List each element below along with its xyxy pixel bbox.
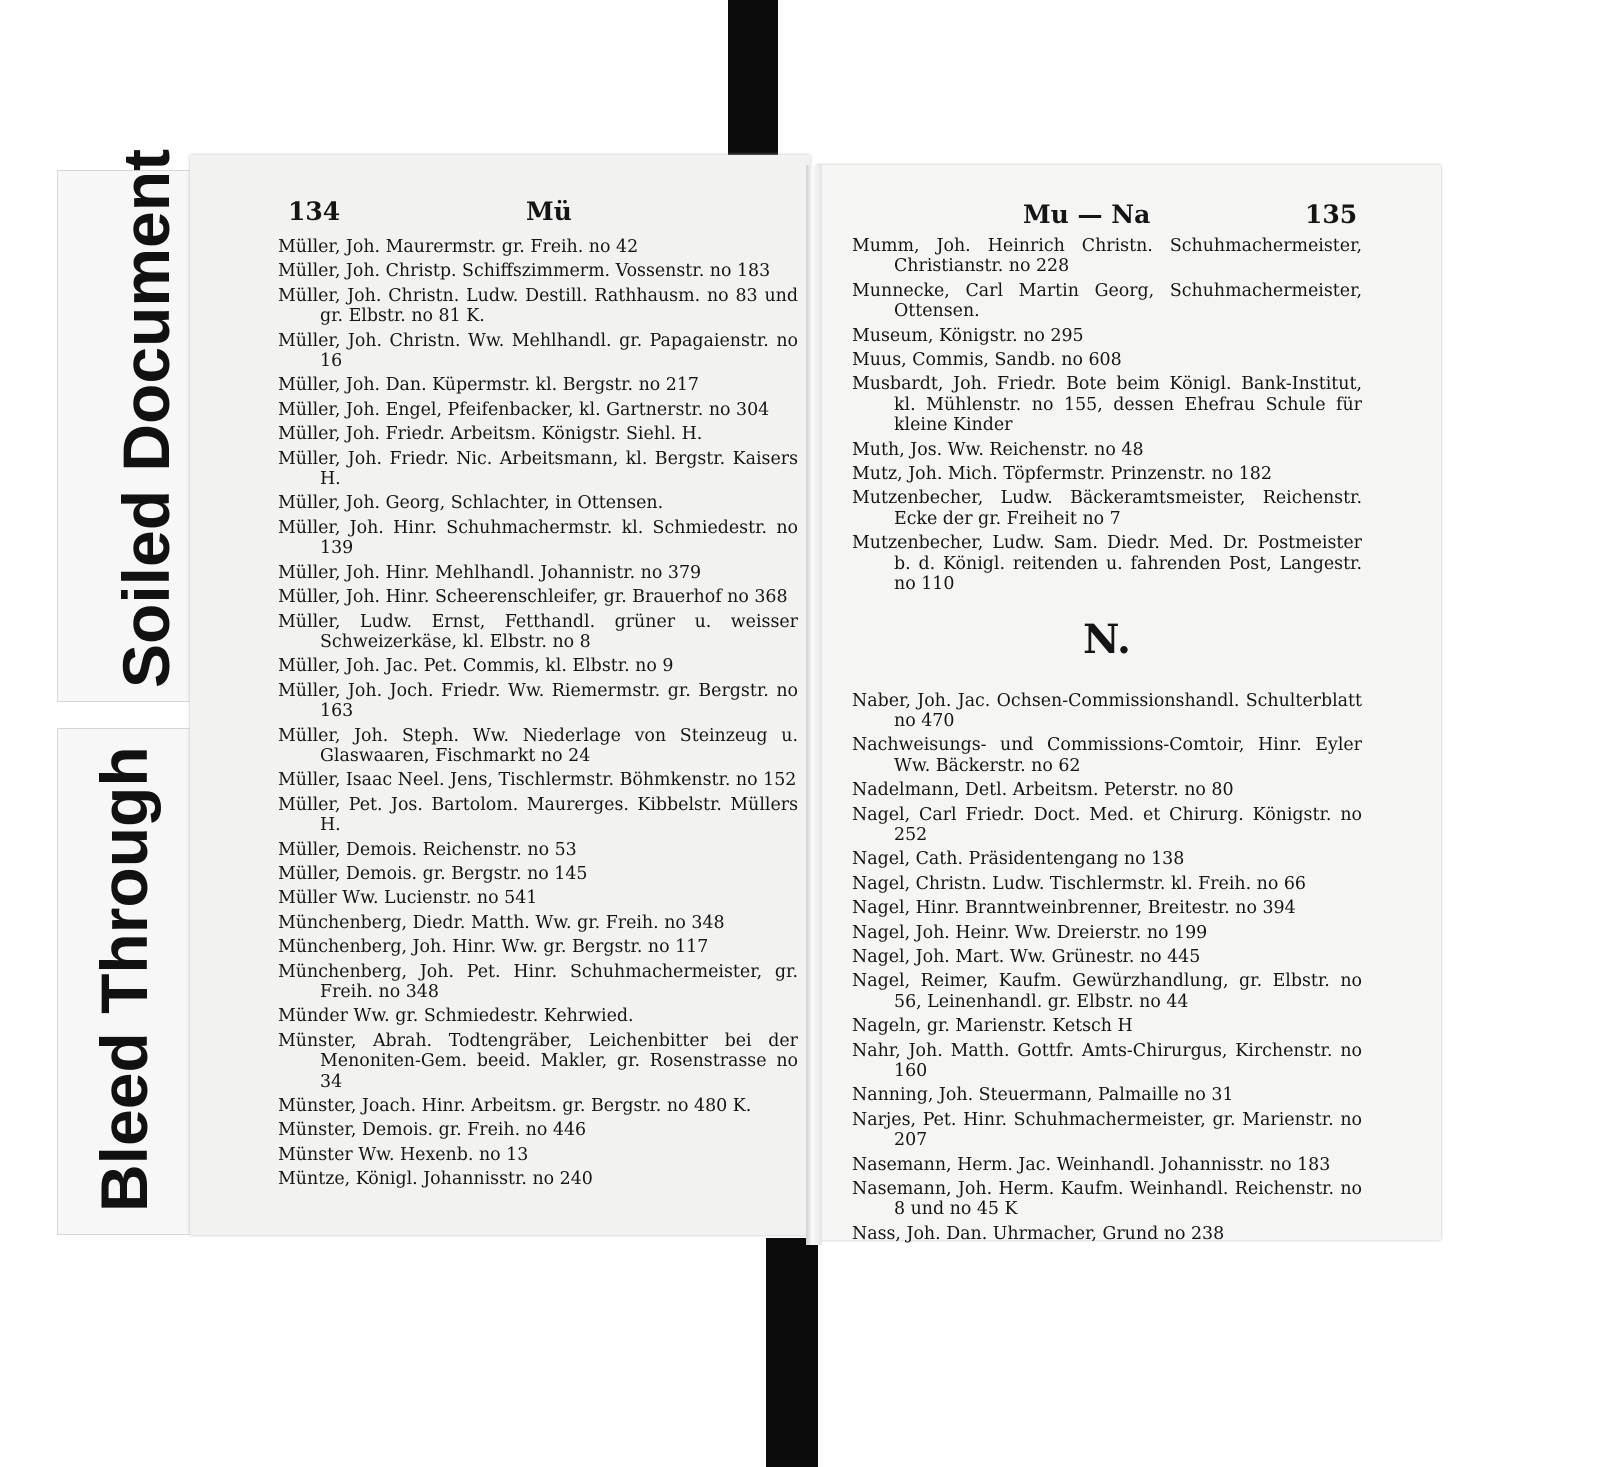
directory-entry: Mutzenbecher, Ludw. Bäckeramtsmeister, Reichenstr. Ecke der gr. Freiheit no 7 [852,488,1362,529]
right-page-number: 135 [1305,200,1358,229]
directory-entry: Müller, Joh. Christn. Ww. Mehlhandl. gr. Papagaienstr. no 16 [278,330,798,372]
directory-entry: Münchenberg, Diedr. Matth. Ww. gr. Freih. no 348 [278,912,725,933]
directory-entry: Nageln, gr. Marienstr. Ketsch H [852,1016,1133,1037]
directory-entry: Müller, Joh. Friedr. Nic. Arbeitsmann, kl. Bergstr. Kaisers H. [278,448,798,490]
directory-entry: Nahr, Joh. Matth. Gottfr. Amts-Chirurgus, Kirchenstr. no 160 [852,1040,1362,1081]
left-page-entries [278,237,798,1194]
directory-entry: Musbardt, Joh. Friedr. Bote beim Königl. Bank-Institut, kl. Mühlenstr. no 155, dessen Ehefrau Schule für kleine Kinder [852,374,1362,436]
directory-entry: Nass, Joh. Dan. Uhrmacher, Grund no 238 [852,1223,1225,1244]
directory-entry: Narjes, Pet. Hinr. Schuhmachermeister, gr. Marienstr. no 207 [852,1109,1362,1151]
directory-entry: Müller, Joh. Engel, Pfeifenbacker, kl. Gartnerstr. no 304 [278,399,770,420]
directory-entry: Müller, Joh. Maurermstr. gr. Freih. no 42 [278,237,639,257]
directory-entry: Nagel, Carl Friedr. Doct. Med. et Chirurg. Königstr. no 252 [852,804,1362,845]
left-page-number: 134 [288,197,341,226]
directory-entry: Müller, Demois. gr. Bergstr. no 145 [278,863,588,884]
directory-entry: Müller, Isaac Neel. Jens, Tischlermstr. Böhmkenstr. no 152 [278,770,797,791]
black-tape-bottom [766,1238,818,1467]
black-tape-top [728,0,778,168]
directory-entry: Müller, Joh. Joch. Friedr. Ww. Riemermstr. gr. Bergstr. no 163 [278,680,798,722]
right-page-entries [852,236,1362,1248]
directory-entry: Münster Ww. Hexenb. no 13 [278,1144,529,1165]
directory-entry: Mutzenbecher, Ludw. Sam. Diedr. Med. Dr. Postmeister b. d. Königl. reitenden u. fahrenden Post, Langestr. no 110 [852,533,1362,595]
directory-entry: Müller, Joh. Georg, Schlachter, in Ottensen. [278,493,664,514]
directory-entry: Müller, Pet. Jos. Bartolom. Maurerges. Kibbelstr. Müllers H. [278,794,798,836]
directory-entry: Nachweisungs- und Commissions-Comtoir, Hinr. Eyler Ww. Bäckerstr. no 62 [852,735,1362,776]
directory-entry: Müller, Demois. Reichenstr. no 53 [278,839,577,860]
directory-entry: Nagel, Christn. Ludw. Tischlermstr. kl. Freih. no 66 [852,873,1306,894]
directory-entry: Nagel, Cath. Präsidentengang no 138 [852,849,1185,870]
directory-entry: Nagel, Hinr. Branntweinbrenner, Breitestr. no 394 [852,898,1296,919]
directory-entry: Muth, Jos. Ww. Reichenstr. no 48 [852,439,1144,460]
directory-entry: Münchenberg, Joh. Pet. Hinr. Schuhmachermeister, gr. Freih. no 348 [278,961,798,1002]
directory-entry: Münder Ww. gr. Schmiedestr. Kehrwied. [278,1006,634,1027]
directory-entry: Nasemann, Herm. Jac. Weinhandl. Johannisstr. no 183 [852,1154,1331,1175]
directory-entry: Müntze, Königl. Johannisstr. no 240 [278,1169,593,1190]
directory-entry: Müller, Joh. Hinr. Mehlhandl. Johannistr. no 379 [278,562,702,583]
directory-entry: Munnecke, Carl Martin Georg, Schuhmachermeister, Ottensen. [852,280,1362,322]
directory-entry: Müller, Joh. Hinr. Schuhmachermstr. kl. Schmiedestr. no 139 [278,517,798,559]
directory-entry: Naber, Joh. Jac. Ochsen-Commissionshandl. Schulterblatt no 470 [852,690,1362,731]
directory-entry: Nagel, Joh. Mart. Ww. Grünestr. no 445 [852,946,1201,967]
directory-entry: Nagel, Reimer, Kaufm. Gewürzhandlung, gr. Elbstr. no 56, Leinenhandl. gr. Elbstr. no 44 [852,971,1362,1012]
directory-entry: Müller, Joh. Christp. Schiffszimmerm. Vossenstr. no 183 [278,261,771,282]
directory-entry: Nadelmann, Detl. Arbeitsm. Peterstr. no 80 [852,780,1234,801]
right-page-header: Mu — Na [1023,200,1151,229]
directory-entry: Müller Ww. Lucienstr. no 541 [278,888,538,909]
directory-entry: Nagel, Joh. Heinr. Ww. Dreierstr. no 199 [852,922,1208,943]
directory-entry: Mutz, Joh. Mich. Töpfermstr. Prinzenstr. no 182 [852,464,1272,485]
directory-entry: Nasemann, Joh. Herm. Kaufm. Weinhandl. Reichenstr. no 8 und no 45 K [852,1179,1362,1220]
directory-entry: Müller, Joh. Friedr. Arbeitsm. Königstr. Siehl. H. [278,424,703,445]
bleed-through-stamp: Bleed Through [87,746,161,1212]
directory-entry: Münster, Abrah. Todtengräber, Leichenbitter bei der Menoniten-Gem. beeid. Makler, gr. Rosenstrasse no 34 [278,1030,798,1092]
section-letter-n: N. [1083,615,1131,663]
directory-entry: Müller, Joh. Jac. Pet. Commis, kl. Elbstr. no 9 [278,656,674,677]
left-page-header: Mü [526,197,572,226]
directory-entry: Müller, Ludw. Ernst, Fetthandl. grüner u. weisser Schweizerkäse, kl. Elbstr. no 8 [278,611,798,652]
directory-entry: Münchenberg, Joh. Hinr. Ww. gr. Bergstr. no 117 [278,937,709,958]
directory-entry: Münster, Demois. gr. Freih. no 446 [278,1120,587,1141]
directory-entry: Müller, Joh. Steph. Ww. Niederlage von Steinzeug u. Glaswaaren, Fischmarkt no 24 [278,725,798,766]
directory-entry: Muus, Commis, Sandb. no 608 [852,350,1122,371]
directory-entry: Nanning, Joh. Steuermann, Palmaille no 31 [852,1085,1234,1106]
directory-entry: Museum, Königstr. no 295 [852,325,1084,346]
directory-entry: Müller, Joh. Christn. Ludw. Destill. Rathhausm. no 83 und gr. Elbstr. no 81 K. [278,285,798,327]
directory-entry: Münster, Joach. Hinr. Arbeitsm. gr. Bergstr. no 480 K. [278,1096,752,1117]
mu-entries [852,236,1362,595]
n-entries [852,691,1362,1245]
directory-entry: Mumm, Joh. Heinrich Christn. Schuhmachermeister, Christianstr. no 228 [852,236,1362,277]
directory-entry: Müller, Joh. Dan. Küpermstr. kl. Bergstr. no 217 [278,375,699,396]
directory-entry: Müller, Joh. Hinr. Scheerenschleifer, gr. Brauerhof no 368 [278,587,788,608]
book-spine [806,165,822,1245]
soiled-document-stamp: Soiled Document [109,148,183,688]
